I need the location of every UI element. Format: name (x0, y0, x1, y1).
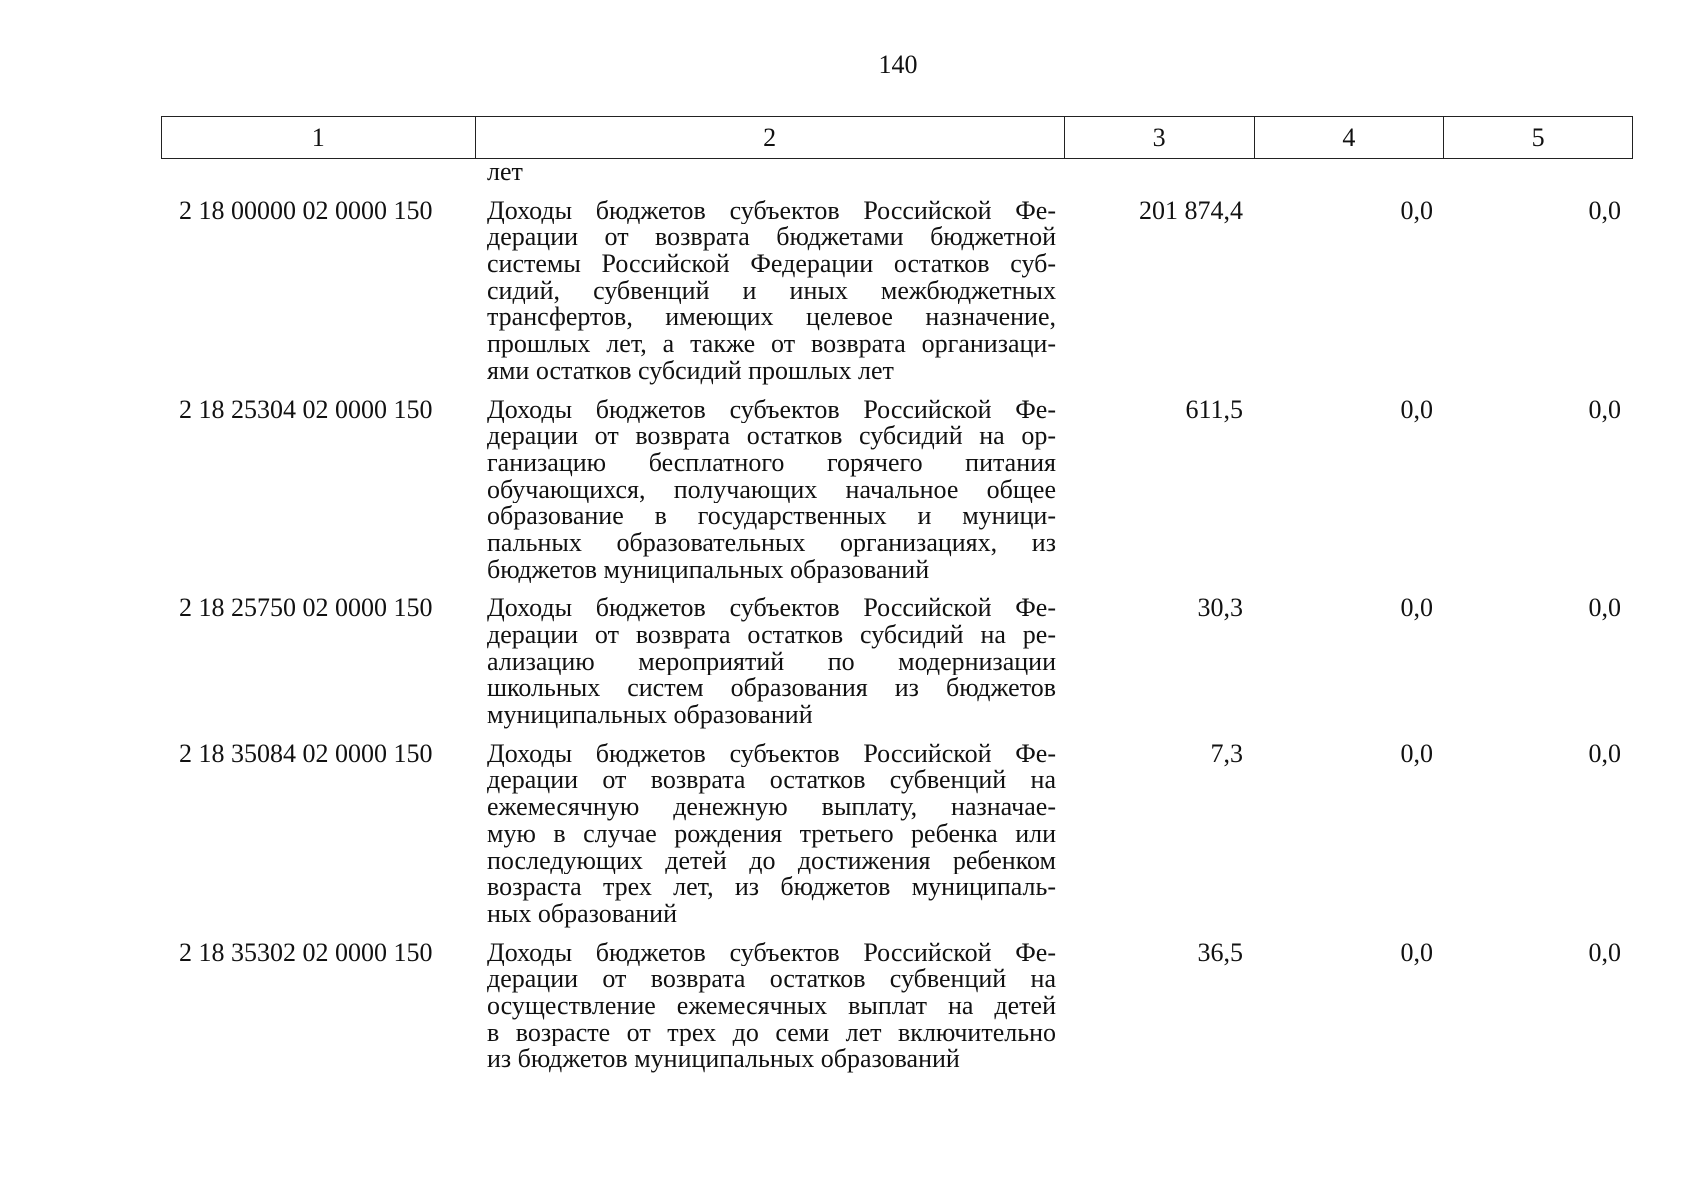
description-line: прошлых лет, а также от возврата организаци- (487, 331, 1056, 358)
table-row (161, 595, 1633, 728)
row-description (161, 738, 1056, 928)
row-value-col4: 0,0 (1400, 593, 1433, 623)
row-description (161, 195, 1056, 385)
row-value-col4: 0,0 (1400, 394, 1433, 424)
description-line: системы Российской Федерации остатков суб- (487, 251, 1056, 278)
continuation-text: лет (487, 157, 523, 186)
description-line: дерации от возврата бюджетами бюджетной (487, 224, 1056, 252)
row-description (161, 937, 1056, 1074)
description-line: трансфертов, имеющих целевое назначение, (487, 304, 1056, 332)
table-body (161, 159, 1633, 1073)
description-line: Доходы бюджетов субъектов Российской Фе- (487, 396, 1056, 424)
row-code: 2 18 35302 02 0000 150 (179, 937, 433, 967)
table-row (161, 937, 1633, 1074)
description-line: в возрасте от трех до семи лет включительно (487, 1019, 1056, 1047)
description-line: сидий, субвенций и иных межбюджетных (487, 277, 1056, 305)
row-value-col5: 0,0 (1588, 195, 1621, 225)
row-value-col4: 0,0 (1400, 937, 1433, 967)
continuation-row (161, 159, 1633, 186)
description-line: из бюджетов муниципальных образований (487, 1046, 960, 1074)
description-line: образование в государственных и муници- (487, 503, 1056, 530)
row-value-col5: 0,0 (1588, 738, 1621, 768)
row-value-col3: 30,3 (1197, 593, 1243, 623)
description-line: обучающихся, получающих начальное общее (487, 476, 1056, 504)
description-line: ализацию мероприятий по модернизации (487, 648, 1056, 676)
description-line: ежемесячную денежную выплату, назначае- (487, 794, 1056, 821)
description-line: школьных систем образования из бюджетов (487, 675, 1056, 703)
description-line: Доходы бюджетов субъектов Российской Фе- (487, 595, 1056, 623)
description-line: муниципальных образований (487, 702, 813, 729)
description-line: мую в случае рождения третьего ребенка или (487, 820, 1056, 848)
description-line: дерации от возврата остатков субсидий на ре- (487, 622, 1056, 649)
header-col-2: 2 (476, 117, 1065, 158)
row-description (161, 394, 1056, 584)
description-line: дерации от возврата остатков субвенций на (487, 767, 1056, 795)
row-value-col4: 0,0 (1400, 195, 1433, 225)
description-line: пальных образовательных организациях, из (487, 529, 1056, 557)
row-value-col5: 0,0 (1588, 593, 1621, 623)
description-line: дерации от возврата остатков субсидий на ор- (487, 423, 1056, 450)
header-col-4: 4 (1255, 117, 1445, 158)
description-line: осуществление ежемесячных выплат на детей (487, 992, 1056, 1020)
description-line: дерации от возврата остатков субвенций на (487, 966, 1056, 993)
table-row (161, 195, 1633, 385)
row-value-col3: 201 874,4 (1139, 195, 1243, 225)
table-header (161, 116, 1633, 159)
description-line: Доходы бюджетов субъектов Российской Фе- (487, 939, 1056, 967)
row-value-col5: 0,0 (1588, 937, 1621, 967)
row-value-col3: 36,5 (1197, 937, 1243, 967)
description-line: возраста трех лет, из бюджетов муниципаль- (487, 874, 1056, 901)
description-line: ганизацию бесплатного горячего питания (487, 449, 1056, 477)
description-line: бюджетов муниципальных образований (487, 556, 930, 584)
row-value-col3: 7,3 (1210, 738, 1243, 768)
row-code: 2 18 25750 02 0000 150 (179, 593, 433, 623)
description-line: ных образований (487, 900, 677, 928)
description-line: последующих детей до достижения ребенком (487, 847, 1056, 875)
header-col-3: 3 (1065, 117, 1255, 158)
row-code: 2 18 25304 02 0000 150 (179, 394, 433, 424)
header-col-1: 1 (162, 117, 476, 158)
row-code: 2 18 35084 02 0000 150 (179, 738, 433, 768)
description-line: Доходы бюджетов субъектов Российской Фе- (487, 740, 1056, 768)
header-col-5: 5 (1531, 122, 1545, 152)
row-description (161, 595, 1056, 729)
description-line: ями остатков субсидий прошлых лет (487, 357, 894, 385)
table-row (161, 394, 1633, 584)
row-code: 2 18 00000 02 0000 150 (179, 195, 433, 225)
page-number: 140 (878, 50, 918, 79)
table-row (161, 738, 1633, 928)
row-value-col5: 0,0 (1588, 394, 1621, 424)
row-value-col3: 611,5 (1185, 394, 1243, 424)
row-value-col4: 0,0 (1400, 738, 1433, 768)
description-line: Доходы бюджетов субъектов Российской Фе- (487, 197, 1056, 225)
